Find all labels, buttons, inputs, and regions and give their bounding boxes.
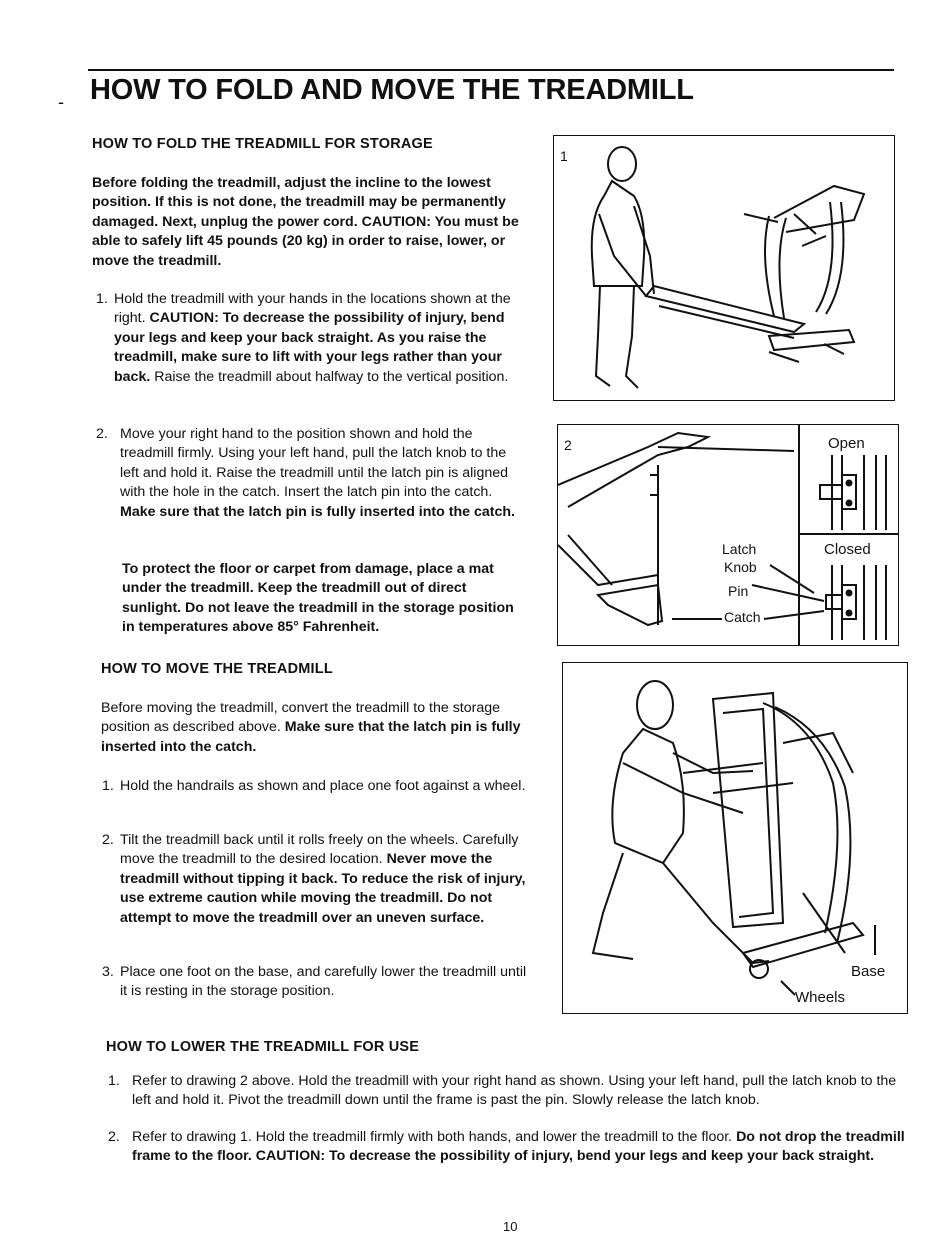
step-caution: Do not drop the treadmill frame to the floor. CAUTION: To decrease the possibility of injury, bend your legs and keep your back straight. — [132, 1129, 905, 1165]
lower-step-1 — [108, 1072, 908, 1111]
step-number: 1. — [102, 778, 114, 794]
move-intro — [101, 699, 529, 757]
figure-3 — [562, 662, 908, 1014]
pin-label: Pin — [728, 583, 749, 599]
header-rule — [88, 69, 894, 71]
catch-label: Catch — [724, 609, 761, 625]
step-text: Hold the handrails as shown and place one foot against a wheel. — [120, 778, 526, 794]
wheels-label: Wheels — [795, 989, 846, 1006]
step-text: Tilt the treadmill back until it rolls freely on the wheels. Carefully move the treadmill to the desired location. — [120, 832, 519, 868]
fold-step-1 — [96, 290, 528, 387]
step-text: Move your right hand to the position shown and hold the treadmill firmly. Using your left hand, pull the latch knob to the left and hold it. Raise the treadmill until the latch pin is aligned with the hole in the catch. Insert the latch pin into the catch. — [120, 426, 509, 501]
page-title: HOW TO FOLD AND MOVE THE TREADMILL — [90, 74, 694, 106]
figure-number: 1 — [560, 148, 568, 164]
figure-number: 2 — [564, 437, 572, 453]
base-label: Base — [851, 963, 886, 980]
step-number: 1. — [96, 291, 108, 307]
move-step-1 — [102, 777, 530, 796]
move-intro-emphasis: Make sure that the latch pin is fully inserted into the catch. — [101, 719, 521, 755]
figure-2 — [557, 424, 899, 646]
step-number: 2. — [108, 1129, 120, 1145]
fold-heading: HOW TO FOLD THE TREADMILL FOR STORAGE — [92, 136, 433, 152]
lower-step-2 — [108, 1128, 908, 1167]
figure-3-drawing — [563, 663, 907, 1013]
step-text: Refer to drawing 1. Hold the treadmill firmly with both hands, and lower the treadmill to the floor. — [132, 1129, 733, 1145]
move-intro-text: Before moving the treadmill, convert the treadmill to the storage position as described above. — [101, 700, 501, 736]
step-emphasis: Make sure that the latch pin is fully inserted into the catch. — [120, 503, 515, 520]
move-step-3 — [102, 963, 530, 1002]
lower-heading: HOW TO LOWER THE TREADMILL FOR USE — [106, 1039, 420, 1055]
move-step-2 — [102, 831, 532, 928]
closed-label: Closed — [824, 541, 871, 558]
step-caution: Never move the treadmill without tipping it back. To reduce the risk of injury, use extreme caution while moving the treadmill. Do not attempt to move the treadmill over an uneven surface. — [120, 851, 526, 926]
step-text: Refer to drawing 2 above. Hold the treadmill with your right hand as shown. Using your left hand, pull the latch knob to the left and hold it. Pivot the treadmill down until the frame is past the pin. Slowly release the latch knob. — [132, 1073, 897, 1109]
step-text: Raise the treadmill about halfway to the vertical position. — [154, 368, 509, 385]
figure-2-drawing — [558, 425, 898, 645]
step-number: 2. — [96, 426, 108, 442]
protect-note: To protect the floor or carpet from damage, place a mat under the treadmill. Keep the treadmill out of direct sunlight. Do not leave the treadmill in the storage position in temperatures above 85° Fahrenheit. — [122, 561, 514, 636]
margin-mark: - — [58, 92, 64, 112]
step-text: Place one foot on the base, and carefully lower the treadmill until it is resting in the storage position. — [120, 964, 527, 1000]
figure-1 — [553, 135, 895, 401]
fold-intro: Before folding the treadmill, adjust the incline to the lowest position. If this is not done, the treadmill may be permanently damaged. Next, unplug the power cord. CAUTION: You must be able to safely lift 45 pounds (20 kg) in order to raise, lower, or move the treadmill. — [92, 175, 519, 269]
open-label: Open — [828, 435, 865, 452]
fold-step-2 — [96, 425, 526, 522]
step-number: 1. — [108, 1073, 120, 1089]
step-caution: CAUTION: To decrease the possibility of injury, bend your legs and keep your back straight. As you raise the treadmill, make sure to lift with your legs rather than your back. — [114, 310, 505, 385]
move-heading: HOW TO MOVE THE TREADMILL — [101, 661, 333, 677]
page-number: 10 — [503, 1219, 518, 1234]
figure-1-drawing — [554, 136, 894, 400]
step-number: 3. — [102, 964, 114, 980]
step-text: Hold the treadmill with your hands in the locations shown at the right. — [114, 291, 511, 327]
step-number: 2. — [102, 832, 114, 848]
knob-label: Knob — [724, 559, 757, 575]
latch-label: Latch — [722, 541, 757, 557]
